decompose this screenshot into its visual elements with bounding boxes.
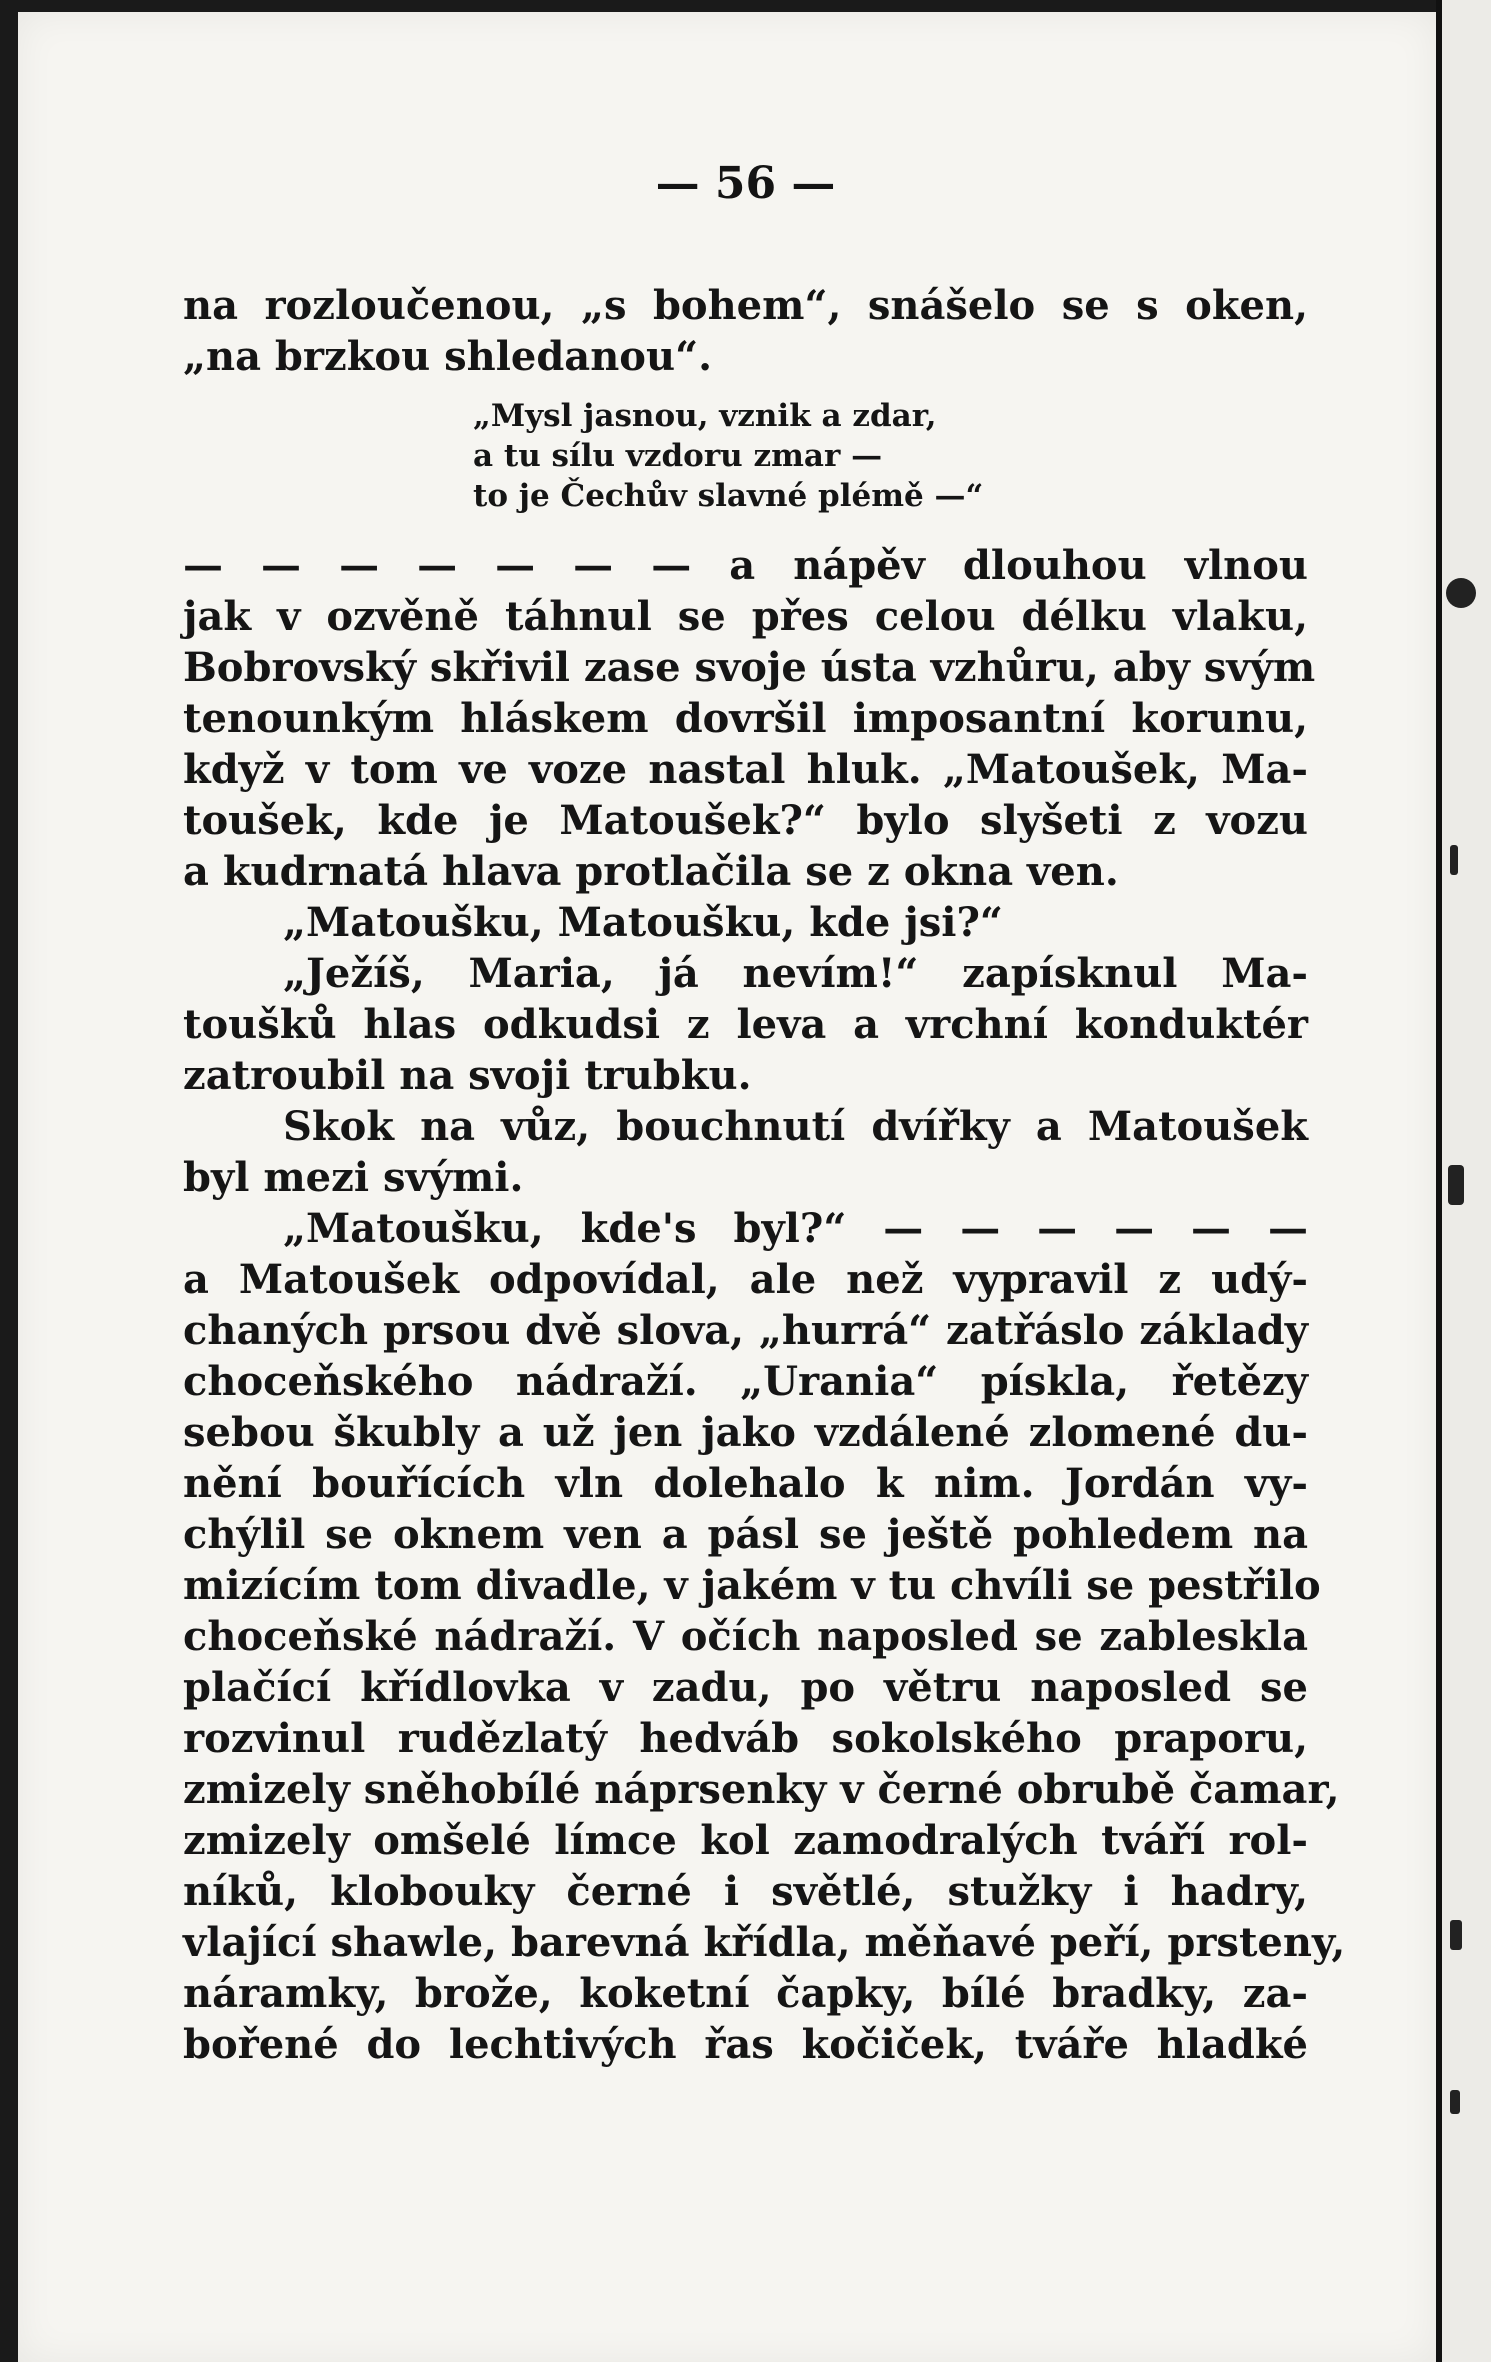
text-line: chaných prsou dvě slova, „hurrá“ zatřáslo základy bbox=[183, 1307, 1308, 1354]
text-line: níků, klobouky černé i světlé, stužky i hadry, bbox=[183, 1868, 1308, 1915]
text-line: a Matoušek odpovídal, ale než vypravil z udý- bbox=[183, 1256, 1308, 1303]
ink-blot bbox=[1448, 1165, 1464, 1205]
text-line: tenounkým hláskem dovršil imposantní korunu, bbox=[183, 695, 1308, 742]
text-line: zmizely omšelé límce kol zamodralých tváří rol- bbox=[183, 1817, 1308, 1864]
text-line: Bobrovský skřivil zase svoje ústa vzhůru, aby svým bbox=[183, 644, 1316, 691]
text-line: chýlil se oknem ven a pásl se ještě pohledem na bbox=[183, 1511, 1308, 1558]
text-line: na rozloučenou, „s bohem“, snášelo se s oken, bbox=[183, 282, 1308, 329]
text-line: „Matoušku, Matoušku, kde jsi?“ bbox=[283, 899, 1003, 946]
verse-block bbox=[183, 396, 1308, 516]
text-line: a kudrnatá hlava protlačila se z okna ven. bbox=[183, 848, 1119, 895]
text-line: „na brzkou shledanou“. bbox=[183, 333, 713, 380]
body-text bbox=[183, 280, 1346, 2070]
text-line: choceňského nádraží. „Urania“ pískla, řetězy bbox=[183, 1358, 1308, 1405]
ink-blot bbox=[1450, 1920, 1462, 1950]
text-line: choceňské nádraží. V očích naposled se zableskla bbox=[183, 1613, 1308, 1660]
text-line: sebou škubly a už jen jako vzdálené zlomené du- bbox=[183, 1409, 1308, 1456]
text-line: mizícím tom divadle, v jakém v tu chvíli se pestřilo bbox=[183, 1562, 1321, 1609]
text-line: toušek, kde je Matoušek?“ bylo slyšeti z vozu bbox=[183, 797, 1308, 844]
text-line: vlající shawle, barevná křídla, měňavé peří, prsteny, bbox=[183, 1919, 1346, 1966]
verse-line: to je Čechův slavné plémě —“ bbox=[473, 478, 984, 514]
text-line: bořené do lechtivých řas kočiček, tváře hladké bbox=[183, 2021, 1308, 2068]
text-line: byl mezi svými. bbox=[183, 1154, 524, 1201]
paragraph-opening bbox=[183, 280, 1308, 382]
text-line: „Matoušku, kde's byl?“ — — — — — — bbox=[283, 1205, 1308, 1252]
page-edge bbox=[1436, 0, 1491, 2362]
page-number: — 56 — bbox=[655, 158, 836, 209]
text-line: jak v ozvěně táhnul se přes celou délku vlaku, bbox=[183, 593, 1308, 640]
text-line: zatroubil na svoji trubku. bbox=[183, 1052, 752, 1099]
text-line: náramky, brože, koketní čapky, bílé bradky, za- bbox=[183, 1970, 1308, 2017]
paragraph-main bbox=[183, 540, 1346, 2070]
verse-line: a tu sílu vzdoru zmar — bbox=[473, 438, 883, 474]
text-line: Skok na vůz, bouchnutí dvířky a Matoušek bbox=[283, 1103, 1308, 1150]
text-line: zmizely sněhobílé náprsenky v černé obrubě čamar, bbox=[183, 1766, 1340, 1813]
text-line: „Ježíš, Maria, já nevím!“ zapísknul Ma- bbox=[283, 950, 1308, 997]
ink-blot bbox=[1446, 578, 1476, 608]
text-line: — — — — — — — a nápěv dlouhou vlnou bbox=[183, 542, 1308, 589]
text-line: toušků hlas odkudsi z leva a vrchní konduktér bbox=[183, 1001, 1308, 1048]
text-line: plačící křídlovka v zadu, po větru naposled se bbox=[183, 1664, 1308, 1711]
text-line: když v tom ve voze nastal hluk. „Matoušek, Ma- bbox=[183, 746, 1308, 793]
ink-blot bbox=[1450, 845, 1458, 875]
text-line: rozvinul rudězlatý hedváb sokolského praporu, bbox=[183, 1715, 1308, 1762]
ink-blot bbox=[1450, 2090, 1460, 2114]
text-line: nění bouřících vln dolehalo k nim. Jordán vy- bbox=[183, 1460, 1308, 1507]
verse-line: „Mysl jasnou, vznik a zdar, bbox=[473, 398, 937, 434]
